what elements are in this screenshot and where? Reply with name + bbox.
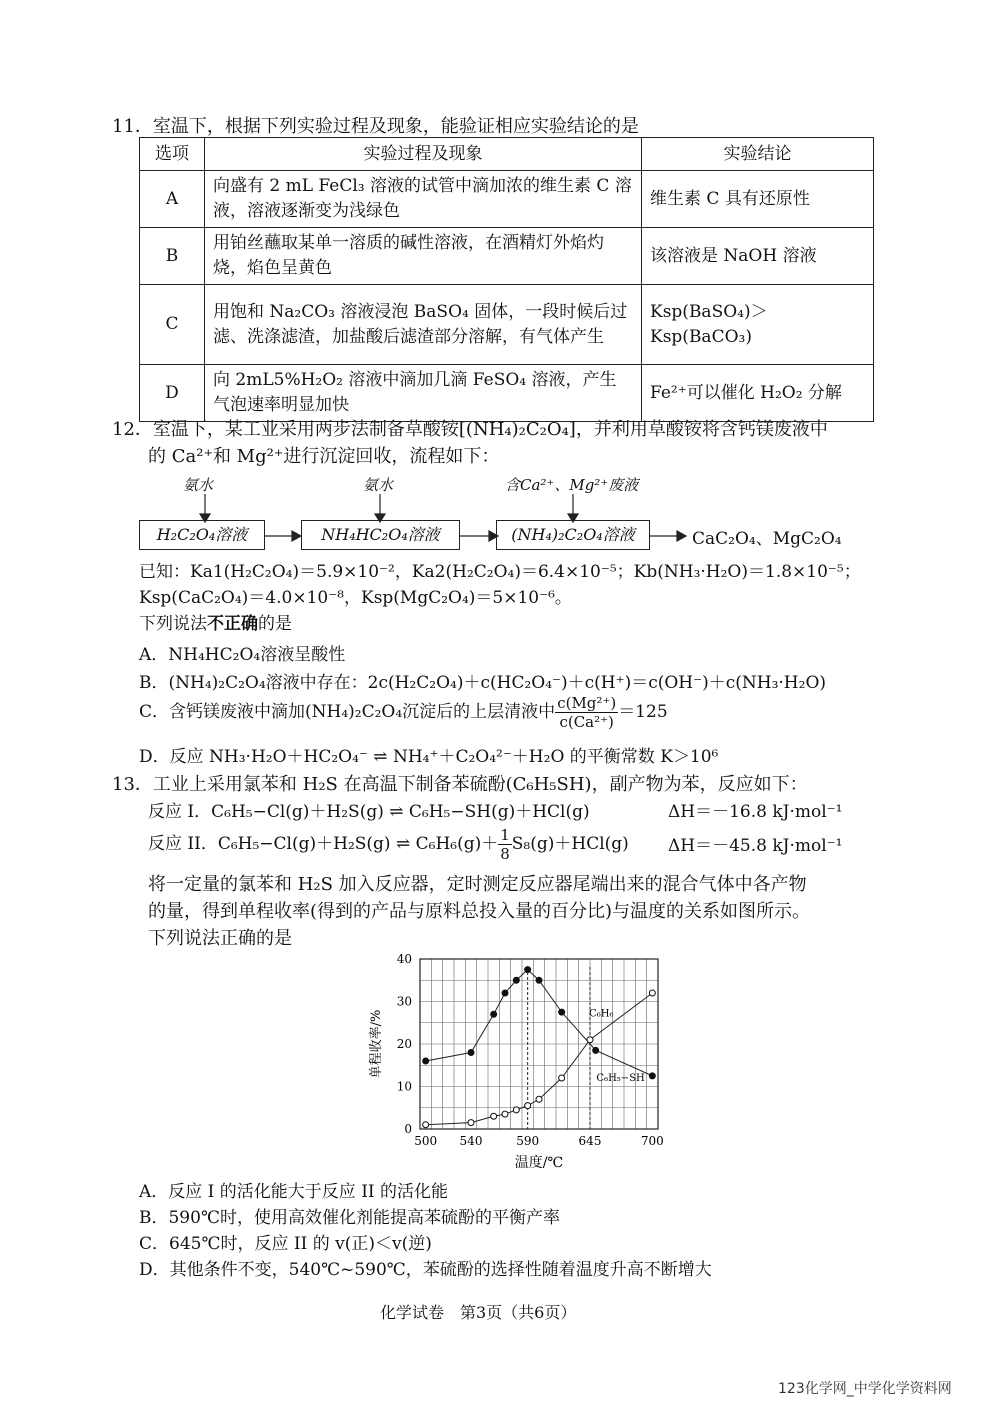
data-point [423,1058,429,1064]
data-point [502,990,508,996]
q12-known-line2: Ksp(CaC₂O₄)＝4.0×10⁻⁸，Ksp(MgC₂O₄)＝5×10⁻⁶。 [139,588,572,608]
flow-box-nh4hc2o4: NH₄HC₂O₄溶液 [301,520,460,550]
row-process: 向 2mL5%H₂O₂ 溶液中滴加几滴 FeSO₄ 溶液，产生气泡速率明显加快 [205,365,642,422]
q12-stem-line1: 12．室温下，某工业采用两步法制备草酸铵[(NH₄)₂C₂O₄]，并利用草酸铵将含钙镁废液中 [112,419,828,440]
table-row [140,365,874,422]
q12-ask [139,609,292,634]
data-point [502,1111,508,1117]
row-conclusion: Fe²⁺可以催化 H₂O₂ 分解 [642,365,874,422]
row-option: D [140,365,205,422]
series-label: C₆H₅−SH [596,1072,645,1084]
flow-input-ammonia-2: 氨水 [363,476,394,494]
y-tick-label: 30 [396,994,412,1009]
q13-option-b: B．590℃时，使用高效催化剂能提高苯硫酚的平衡产率 [139,1208,560,1228]
flow-input-ammonia-1: 氨水 [183,476,214,494]
data-point [423,1122,429,1128]
q13-option-a: A．反应 I 的活化能大于反应 II 的活化能 [139,1182,449,1202]
q11-table [139,137,874,422]
data-point [649,990,655,996]
x-tick-label: 590 [516,1134,540,1148]
q12-known-line1: 已知：Ka1(H₂C₂O₄)＝5.9×10⁻²，Ka2(H₂C₂O₄)＝6.4×10⁻⁵；Kb(NH₃·H₂O)＝1.8×10⁻⁵； [139,562,861,582]
q11-stem: 11．室温下，根据下列实验过程及现象，能验证相应实验结论的是 [112,116,639,137]
flow-product: CaC₂O₄、MgC₂O₄ [692,529,842,549]
q13-reaction-2-dh: ΔH＝－45.8 kJ·mol⁻¹ [668,836,843,856]
data-point [559,1009,565,1015]
q13-reaction-2-post: S₈(g)＋HCl(g) [511,834,629,854]
data-point [587,1037,593,1043]
q13-reaction-2-fraction [498,826,512,863]
site-watermark: 123化学网_中学化学资料网 [778,1381,952,1397]
flow-box-oxalic: H₂C₂O₄溶液 [139,520,265,550]
q13-desc-line1: 将一定量的氯苯和 H₂S 加入反应器，定时测定反应器尾端出来的混合气体中各产物 [148,874,807,895]
flow-box-nh4-2c2o4: (NH₄)₂C₂O₄溶液 [496,520,650,550]
series-line [426,993,653,1125]
q13-option-d: D．其他条件不变，540℃~590℃，苯硫酚的选择性随着温度升高不断增大 [139,1260,712,1280]
flow-input-waste: 含Ca²⁺、Mg²⁺废液 [505,476,639,494]
row-conclusion: 该溶液是 NaOH 溶液 [642,228,874,285]
data-point [649,1073,655,1079]
row-process: 用饱和 Na₂CO₃ 溶液浸泡 BaSO₄ 固体，一段时候后过滤、洗涤滤渣，加盐酸后滤渣部分溶解，有气体产生 [205,285,642,365]
data-point [559,1075,565,1081]
q12-ask-post: 的是 [258,614,292,634]
q13-reaction-2 [148,826,629,863]
header-conclusion: 实验结论 [642,138,874,171]
row-conclusion: 维生素 C 具有还原性 [642,171,874,228]
data-point [513,1107,519,1113]
table-row [140,228,874,285]
q12-option-c-post: ＝125 [618,702,668,722]
q12-ask-emphasis: 不正确 [207,614,258,634]
row-option: A [140,171,205,228]
data-point [593,1047,599,1053]
series-label: C₆H₆ [589,1008,614,1020]
fraction-denominator: 8 [500,845,510,863]
q13-reaction-1-dh: ΔH＝－16.8 kJ·mol⁻¹ [668,802,843,822]
data-point [468,1120,474,1126]
y-axis-label: 单程收率/% [369,1009,384,1079]
fraction-denominator: c(Ca²⁺) [559,713,614,731]
table-header-row [140,138,874,171]
q13-reaction-1: 反应 I．C₆H₅−Cl(g)＋H₂S(g) ⇌ C₆H₅−SH(g)＋HCl(g) [148,802,590,822]
page-footer: 化学试卷 第3页（共6页） [380,1303,577,1322]
data-point [536,977,542,983]
data-point [536,1096,542,1102]
data-point [525,1103,531,1109]
y-tick-label: 40 [396,952,412,966]
data-point [513,977,519,983]
row-process: 用铂丝蘸取某单一溶质的碱性溶液，在酒精灯外焰灼烧，焰色呈黄色 [205,228,642,285]
q13-reaction-2-pre: 反应 II．C₆H₅−Cl(g)＋H₂S(g) ⇌ C₆H₆(g)＋ [148,834,499,854]
x-tick-label: 645 [578,1134,602,1148]
x-tick-label: 700 [640,1134,664,1148]
q12-option-c-pre: C．含钙镁废液中滴加(NH₄)₂C₂O₄沉淀后的上层清液中 [139,702,556,722]
data-point [491,1011,497,1017]
q13-stem: 13．工业上采用氯苯和 H₂S 在高温下制备苯硫酚(C₆H₅SH)，副产物为苯，反应如下： [112,774,808,795]
table-row [140,285,874,365]
q13-desc-line3: 下列说法正确的是 [148,928,292,949]
row-process: 向盛有 2 mL FeCl₃ 溶液的试管中滴加浓的维生素 C 溶液，溶液逐渐变为浅绿色 [205,171,642,228]
row-option: B [140,228,205,285]
yield-temperature-chart [350,945,690,1175]
row-option: C [140,285,205,365]
header-process: 实验过程及现象 [205,138,642,171]
q13-option-c: C．645℃时，反应 II 的 v(正)＜v(逆) [139,1234,432,1254]
q12-option-c-fraction [555,694,618,731]
y-tick-label: 20 [396,1037,412,1051]
data-point [468,1050,474,1056]
table-row [140,171,874,228]
q12-ask-pre: 下列说法 [139,614,207,634]
y-tick-label: 10 [396,1079,412,1094]
data-point [525,967,531,973]
data-point [491,1113,497,1119]
x-axis-label: 温度/℃ [514,1155,564,1171]
q12-option-b: B．(NH₄)₂C₂O₄溶液中存在：2c(H₂C₂O₄)＋c(HC₂O₄⁻)＋c(H⁺)＝c(OH⁻)＋c(NH₃·H₂O) [139,673,827,693]
x-tick-label: 500 [414,1134,438,1148]
header-option: 选项 [140,138,205,171]
q12-option-d: D．反应 NH₃·H₂O＋HC₂O₄⁻ ⇌ NH₄⁺＋C₂O₄²⁻＋H₂O 的平衡常数 K＞10⁶ [139,747,719,767]
q12-option-c [139,694,668,731]
fraction-numerator: 1 [500,826,510,844]
q12-option-a: A．NH₄HC₂O₄溶液呈酸性 [139,645,346,665]
q12-stem-line2: 的 Ca²⁺和 Mg²⁺进行沉淀回收，流程如下： [148,446,500,467]
q13-desc-line2: 的量，得到单程收率(得到的产品与原料总投入量的百分比)与温度的关系如图所示。 [148,901,811,922]
fraction-numerator: c(Mg²⁺) [557,694,617,712]
row-conclusion: Ksp(BaSO₄)＞Ksp(BaCO₃) [642,285,874,365]
x-tick-label: 540 [459,1134,483,1148]
y-tick-label: 0 [404,1122,412,1136]
